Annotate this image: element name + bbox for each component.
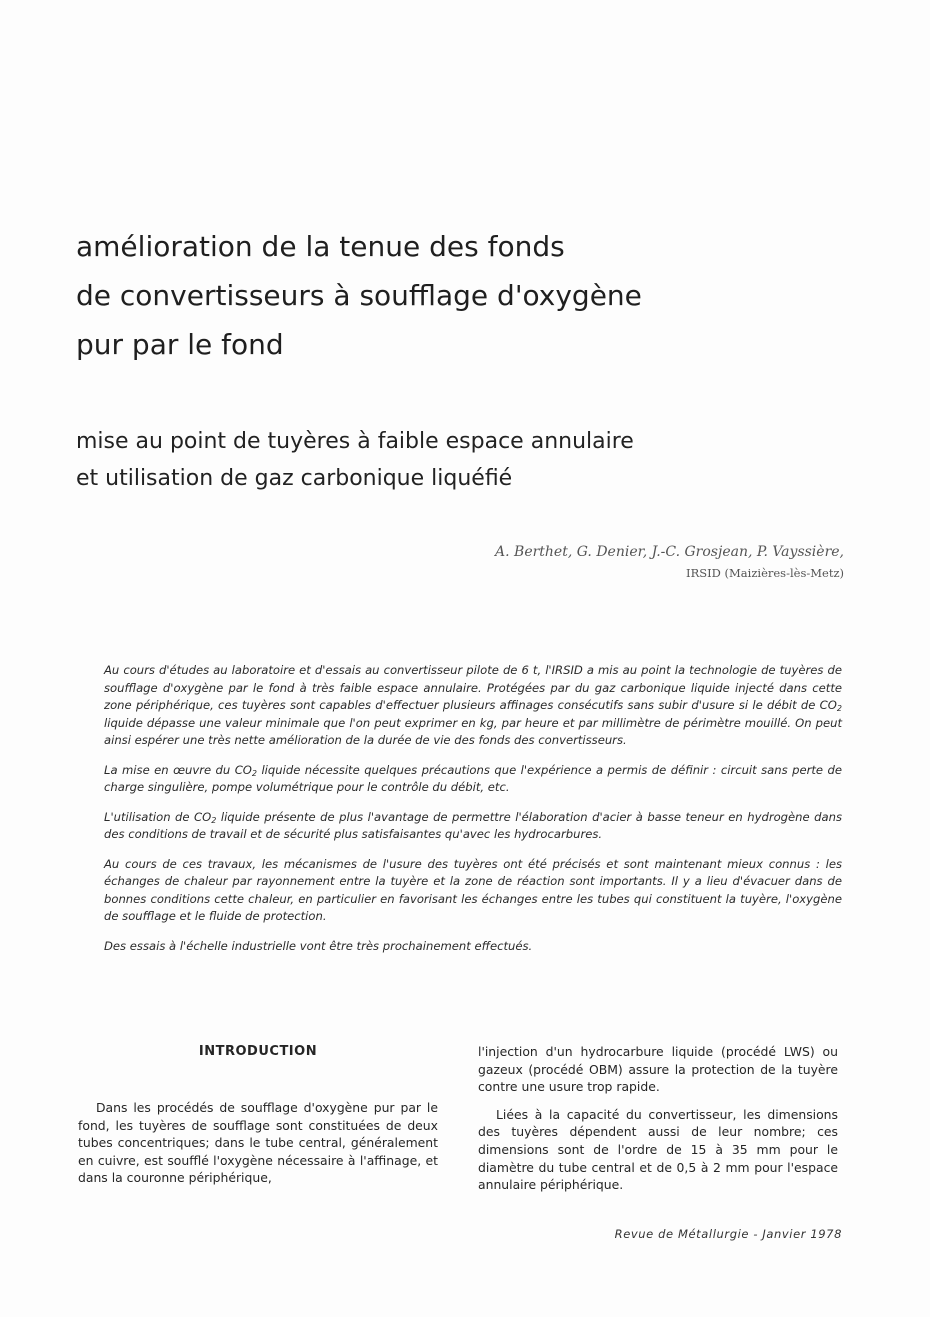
abstract-p1-text-b: liquide dépasse une valeur minimale que l'on peut exprimer en kg, par heure et par millimètre de périmètre mouillé. On peut ainsi espérer une très nette amélioration de la durée de vie des fonds des convertisseurs.	[104, 715, 842, 747]
intro-right-paragraph-2: Liées à la capacité du convertisseur, les dimensions des tuyères dépendent aussi de leur nombre; ces dimensions sont de l'ordre de 15 à 35 mm pour le diamètre du tube central et de 0,5 à 2 mm pour l'espace annulaire périphérique.	[478, 1106, 838, 1193]
abstract-paragraph-5: Des essais à l'échelle industrielle vont être très prochainement effectués.	[104, 938, 533, 953]
abstract-paragraph-4: Au cours de ces travaux, les mécanismes de l'usure des tuyères ont été précisés et sont maintenant mieux connus : les échanges de chaleur par rayonnement entre la tuyère et la zone de réaction sont importants. Il y a lieu d'évacuer dans de bonnes conditions cette chaleur, en particulier en favorisant les échanges entre les tubes qui constituent la tuyère, l'oxygène de soufflage et le fluide de protection.	[104, 856, 842, 923]
article-title	[76, 222, 876, 369]
author-affiliation: IRSID (Maizières-lès-Metz)	[686, 566, 844, 580]
author-names: A. Berthet, G. Denier, J.-C. Grosjean, P. Vayssière,	[495, 544, 844, 560]
section-heading-introduction: INTRODUCTION	[198, 1044, 318, 1059]
author-block	[495, 540, 844, 582]
abstract-p3-text-b: liquide présente de plus l'avantage de permettre l'élaboration d'acier à basse teneur en hydrogène dans des conditions de travail et de sécurité plus satisfaisantes qu'avec les hydrocarbures.	[104, 809, 842, 841]
abstract-p2-subscript: 2	[251, 768, 258, 778]
abstract-paragraph-2	[104, 762, 842, 797]
abstract-p2-text-a: La mise en œuvre du CO	[104, 762, 252, 777]
abstract-paragraph-3	[104, 809, 842, 844]
title-line-3: pur par le fond	[76, 328, 284, 361]
abstract	[104, 662, 842, 967]
article-subtitle	[76, 423, 876, 497]
abstract-p3-subscript: 2	[211, 815, 217, 825]
left-column	[78, 1043, 438, 1197]
journal-footer: Revue de Métallurgie - Janvier 1978	[614, 1227, 842, 1241]
right-column	[478, 1043, 838, 1204]
subtitle-line-1: mise au point de tuyères à faible espace annulaire	[76, 429, 634, 454]
abstract-p1-text-a: Au cours d'études au laboratoire et d'essais au convertisseur pilote de 6 t, l'IRSID a mis au point la technologie de tuyères de soufflage d'oxygène par le fond à très faible espace annulaire. Protégées par du gaz carbonique liquide injecté dans cette zone périphérique, ces tuyères sont capables d'effectuer plusieurs affinages consécutifs sans subir d'usure si le débit de CO	[104, 663, 842, 712]
abstract-p2-text-b: liquide nécessite quelques précautions que l'expérience a permis de définir : circuit sans perte de charge singulière, pompe volumétrique pour le contrôle du débit, etc.	[104, 762, 842, 794]
abstract-paragraph-1	[104, 662, 842, 750]
intro-right-paragraph-1: l'injection d'un hydrocarbure liquide (procédé LWS) ou gazeux (procédé OBM) assure la protection de la tuyère contre une usure trop rapide.	[478, 1044, 838, 1095]
subtitle-line-2: et utilisation de gaz carbonique liquéfié	[76, 466, 513, 491]
abstract-p1-subscript: 2	[836, 704, 842, 713]
intro-left-paragraph-1: Dans les procédés de soufflage d'oxygène pur par le fond, les tuyères de soufflage sont constituées de deux tubes concentriques; dans le tube central, généralement en cuivre, est soufflé l'oxygène nécessaire à l'affinage, et dans la couronne périphérique,	[78, 1100, 438, 1186]
abstract-p3-text-a: L'utilisation de CO	[104, 809, 212, 824]
title-line-2: de convertisseurs à soufflage d'oxygène	[76, 279, 642, 312]
title-line-1: amélioration de la tenue des fonds	[76, 230, 565, 263]
